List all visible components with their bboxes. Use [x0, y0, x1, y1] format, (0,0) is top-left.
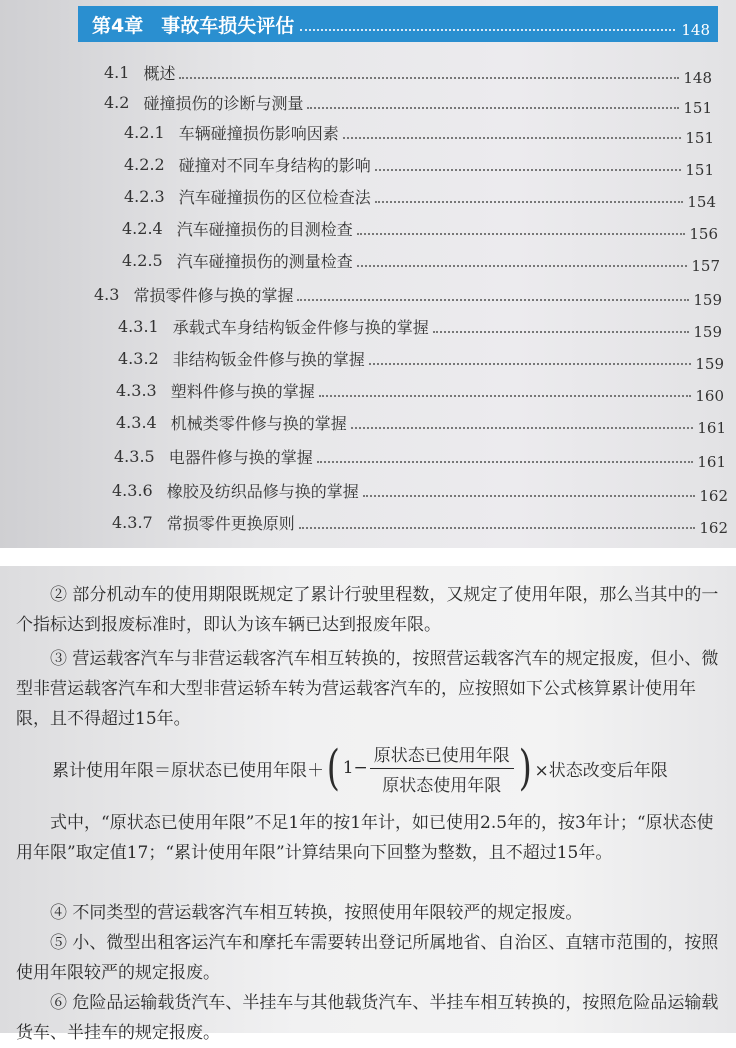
- leader-dots: [433, 331, 690, 333]
- leader-dots: [317, 461, 694, 463]
- formula-denominator: 原状态使用年限: [382, 775, 502, 796]
- toc-entry-number: 4.3: [94, 284, 120, 304]
- leader-dots: [300, 29, 675, 31]
- toc-entry-title: 橡胶及纺织品修与换的掌握: [166, 481, 359, 501]
- left-paren-icon: (: [326, 740, 340, 796]
- toc-entry: [94, 280, 722, 308]
- toc-entry-page: 154: [687, 193, 716, 211]
- toc-entry-title: 概述: [143, 63, 176, 83]
- toc-entry: [122, 214, 718, 242]
- toc-entry: [112, 508, 728, 536]
- toc-entry-number: 4.3.1: [118, 316, 159, 336]
- toc-entry-title: 机械类零件修与换的掌握: [170, 413, 347, 433]
- leader-dots: [343, 137, 682, 139]
- toc-entry-number: 4.2.1: [124, 122, 165, 142]
- toc-entry-page: 161: [697, 453, 726, 471]
- paragraph-3: ③ 营运载客汽车与非营运载客汽车相互转换的，按照营运载客汽车的规定报废，但小、微型非营运载客汽车和大型非营运轿车转为营运载客汽车的，应按照如下公式核算累计使用年限，且不得超过15年。: [16, 649, 719, 729]
- leader-dots: [369, 363, 692, 365]
- leader-dots: [319, 395, 692, 397]
- toc-entry-number: 4.2: [104, 92, 130, 112]
- toc-entry: [104, 58, 712, 86]
- leader-dots: [351, 427, 694, 429]
- leader-dots: [297, 299, 689, 301]
- toc-entry-title: 电器件修与换的掌握: [168, 447, 313, 467]
- toc-entry: [116, 408, 726, 436]
- toc-entry-title: 碰撞损伤的诊断与测量: [143, 93, 304, 113]
- toc-entry-title: 碰撞对不同车身结构的影响: [178, 155, 371, 175]
- toc-entry-number: 4.1: [104, 62, 130, 82]
- toc-entry-title: 塑料件修与换的掌握: [170, 381, 315, 401]
- toc-entry-number: 4.2.3: [124, 186, 165, 206]
- paragraph-2: ② 部分机动车的使用期限既规定了累计行驶里程数，又规定了使用年限，那么当其中的一个指标达到报废标准时，即认为该车辆已达到报废年限。: [16, 585, 719, 635]
- toc-entry-page: 156: [689, 225, 718, 243]
- toc-entry: [124, 150, 714, 178]
- formula-numerator: 原状态已使用年限: [370, 741, 514, 769]
- toc-entry: [104, 88, 712, 116]
- chapter-heading-bar: [78, 6, 718, 42]
- paragraph-6: ⑥ 危险品运输载货汽车、半挂车与其他载货汽车、半挂车相互转换的，按照危险品运输载货车、半挂车的规定报废。: [16, 993, 719, 1043]
- right-paren-icon: ): [518, 740, 532, 796]
- photo-separator: [0, 548, 736, 566]
- toc-entry-page: 160: [695, 387, 724, 405]
- toc-entry: [124, 182, 716, 210]
- toc-entry-number: 4.3.4: [116, 412, 157, 432]
- toc-entry-page: 159: [695, 355, 724, 373]
- toc-entry: [112, 476, 728, 504]
- leader-dots: [375, 169, 682, 171]
- toc-entry-title: 常损零件更换原则: [166, 513, 295, 533]
- formula-one-minus: 1−: [342, 758, 368, 778]
- toc-entry: [124, 118, 714, 146]
- formula-lhs: 累计使用年限＝原状态已使用年限＋: [52, 760, 324, 781]
- toc-entry-number: 4.2.4: [122, 218, 163, 238]
- toc-entry-page: 151: [685, 161, 714, 179]
- toc-entry-page: 157: [691, 257, 720, 275]
- toc-entry-title: 汽车碰撞损伤的目测检查: [176, 219, 353, 239]
- toc-entry-title: 非结构钣金件修与换的掌握: [172, 349, 365, 369]
- toc-entry-title: 汽车碰撞损伤的测量检查: [176, 251, 353, 271]
- toc-entry-page: 151: [683, 99, 712, 117]
- leader-dots: [307, 107, 679, 109]
- formula-fraction: [370, 741, 514, 796]
- toc-entry-number: 4.3.5: [114, 446, 155, 466]
- toc-entry-page: 162: [699, 519, 728, 537]
- toc-entry-page: 161: [697, 419, 726, 437]
- toc-entry-title: 常损零件修与换的掌握: [133, 285, 294, 305]
- toc-entry-title: 汽车碰撞损伤的区位检查法: [178, 187, 371, 207]
- formula-rhs: ×状态改变后年限: [534, 760, 668, 781]
- leader-dots: [357, 233, 686, 235]
- toc-entry: [122, 246, 720, 274]
- leader-dots: [357, 265, 688, 267]
- paragraph-5: ⑤ 小、微型出租客运汽车和摩托车需要转出登记所属地省、自治区、直辖市范围的，按照使用年限较严的规定报废。: [16, 933, 719, 983]
- toc-entry-number: 4.3.7: [112, 512, 153, 532]
- toc-entry-number: 4.2.2: [124, 154, 165, 174]
- toc-entry-page: 159: [693, 323, 722, 341]
- toc-entry: [118, 312, 722, 340]
- toc-entry-number: 4.3.2: [118, 348, 159, 368]
- leader-dots: [375, 201, 684, 203]
- toc-entry-page: 162: [699, 487, 728, 505]
- paragraph-explain: 式中，“原状态已使用年限”不足1年的按1年计，如已使用2.5年的，按3年计；“原状态使用年限”取定值17；“累计使用年限”计算结果向下回整为整数，且不超过15年。: [16, 813, 714, 863]
- toc-entry-page: 151: [685, 129, 714, 147]
- paragraph-4: ④ 不同类型的营运载客汽车相互转换，按照使用年限较严的规定报废。: [50, 903, 583, 923]
- toc-entry-page: 148: [683, 69, 712, 87]
- toc-entry-title: 车辆碰撞损伤影响因素: [178, 123, 339, 143]
- toc-entry: [118, 344, 724, 372]
- chapter-number: 第4章: [92, 14, 144, 37]
- toc-entry-number: 4.2.5: [122, 250, 163, 270]
- leader-dots: [179, 77, 679, 79]
- leader-dots: [363, 495, 696, 497]
- formula: [52, 738, 722, 798]
- chapter-title: 事故车损失评估: [161, 14, 295, 37]
- toc-entry-number: 4.3.3: [116, 380, 157, 400]
- toc-entry-number: 4.3.6: [112, 480, 153, 500]
- toc-entry: [116, 376, 724, 404]
- chapter-page-number: 148: [681, 21, 710, 39]
- toc-entry-title: 承载式车身结构钣金件修与换的掌握: [172, 317, 429, 337]
- leader-dots: [299, 527, 696, 529]
- toc-entry: [114, 442, 726, 470]
- toc-entry-page: 159: [693, 291, 722, 309]
